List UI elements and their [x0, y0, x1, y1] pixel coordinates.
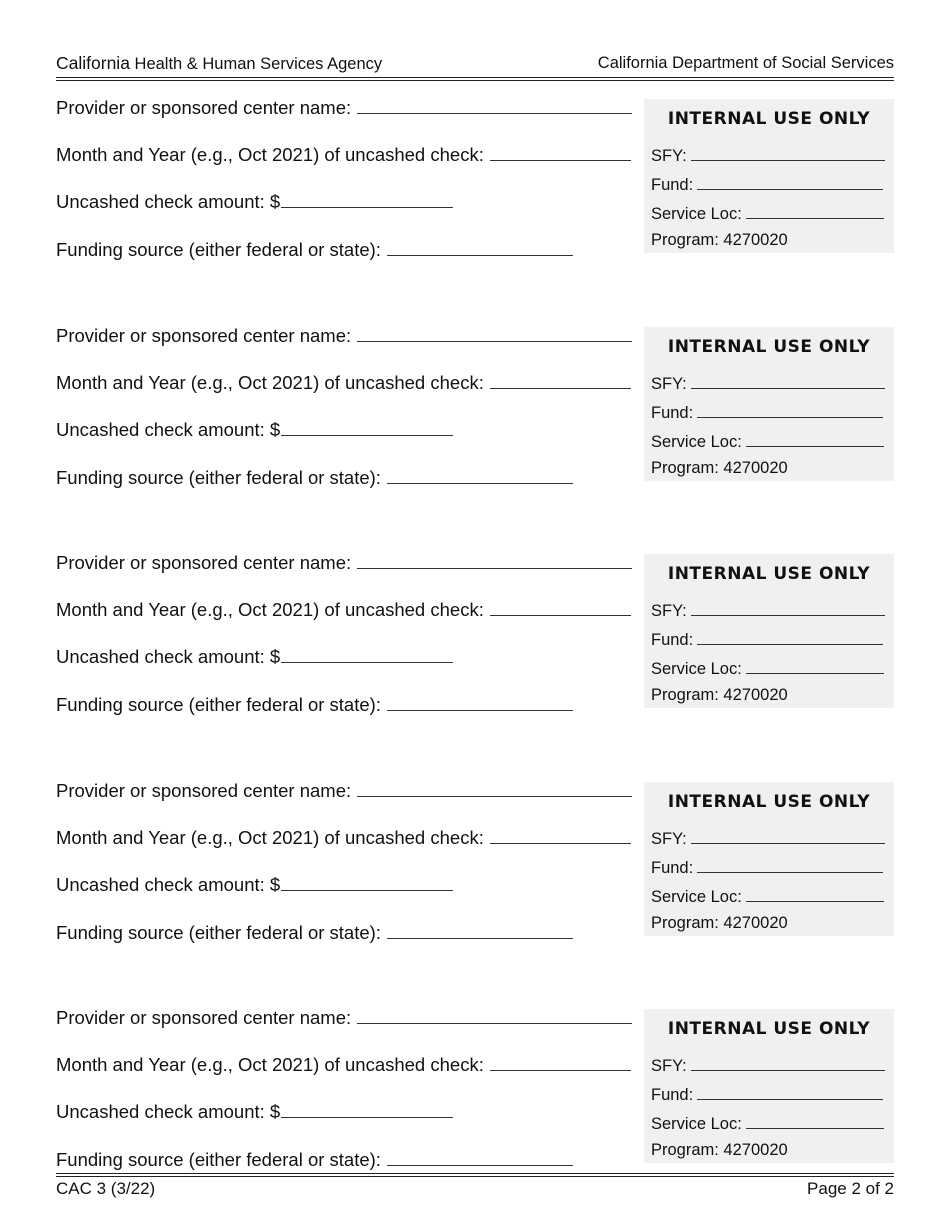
service-loc-input[interactable] [746, 203, 884, 219]
provider-name-field: Provider or sponsored center name: [56, 550, 632, 574]
internal-use-title: INTERNAL USE ONLY [667, 109, 871, 129]
sfy-field: SFY: [651, 828, 885, 849]
provider-name-field: Provider or sponsored center name: [56, 95, 632, 119]
check-amount-field: Uncashed check amount: $ [56, 417, 453, 441]
provider-name-input[interactable] [357, 778, 632, 797]
provider-name-field: Provider or sponsored center name: [56, 778, 632, 802]
fund-field: Fund: [651, 1084, 883, 1105]
service-loc-field: Service Loc: [651, 886, 884, 907]
footer-rule-top [56, 1173, 894, 1174]
sfy-field: SFY: [651, 373, 885, 394]
service-loc-field: Service Loc: [651, 203, 884, 224]
month-year-field: Month and Year (e.g., Oct 2021) of uncashed check: [56, 1052, 631, 1076]
funding-source-input[interactable] [387, 1147, 573, 1166]
funding-source-input[interactable] [387, 920, 573, 939]
sfy-input[interactable] [691, 600, 885, 616]
internal-use-box [644, 327, 894, 481]
fund-field: Fund: [651, 857, 883, 878]
page-number: Page 2 of 2 [807, 1179, 894, 1198]
header-rule-top [56, 77, 894, 78]
internal-use-title: INTERNAL USE ONLY [667, 792, 871, 812]
program-code: Program: 4270020 [651, 686, 788, 704]
sfy-input[interactable] [691, 373, 885, 389]
service-loc-field: Service Loc: [651, 431, 884, 452]
check-amount-input[interactable] [281, 644, 453, 663]
month-year-field: Month and Year (e.g., Oct 2021) of uncashed check: [56, 825, 631, 849]
funding-source-field: Funding source (either federal or state): [56, 1147, 573, 1171]
month-year-input[interactable] [490, 597, 631, 616]
provider-name-field: Provider or sponsored center name: [56, 1005, 632, 1029]
internal-use-title: INTERNAL USE ONLY [667, 1019, 871, 1039]
check-amount-input[interactable] [281, 189, 453, 208]
funding-source-field: Funding source (either federal or state): [56, 237, 573, 261]
fund-input[interactable] [697, 1084, 883, 1100]
sfy-input[interactable] [691, 145, 885, 161]
header-rule-bottom [56, 80, 894, 81]
provider-name-input[interactable] [357, 1005, 632, 1024]
check-entry-section-2 [0, 321, 950, 521]
check-amount-input[interactable] [281, 417, 453, 436]
funding-source-input[interactable] [387, 692, 573, 711]
internal-use-title: INTERNAL USE ONLY [667, 564, 871, 584]
program-code: Program: 4270020 [651, 459, 788, 477]
service-loc-field: Service Loc: [651, 1113, 884, 1134]
internal-use-title: INTERNAL USE ONLY [667, 337, 871, 357]
internal-use-box [644, 554, 894, 708]
fund-input[interactable] [697, 629, 883, 645]
sfy-field: SFY: [651, 600, 885, 621]
provider-name-field: Provider or sponsored center name: [56, 323, 632, 347]
fund-input[interactable] [697, 857, 883, 873]
month-year-input[interactable] [490, 825, 631, 844]
month-year-input[interactable] [490, 370, 631, 389]
provider-name-input[interactable] [357, 550, 632, 569]
check-amount-field: Uncashed check amount: $ [56, 872, 453, 896]
fund-field: Fund: [651, 402, 883, 423]
check-entry-section-4 [0, 776, 950, 976]
sfy-input[interactable] [691, 828, 885, 844]
service-loc-field: Service Loc: [651, 658, 884, 679]
program-code: Program: 4270020 [651, 914, 788, 932]
service-loc-input[interactable] [746, 1113, 884, 1129]
check-amount-field: Uncashed check amount: $ [56, 189, 453, 213]
check-amount-input[interactable] [281, 872, 453, 891]
internal-use-box [644, 1009, 894, 1163]
program-code: Program: 4270020 [651, 1141, 788, 1159]
service-loc-input[interactable] [746, 658, 884, 674]
footer-rule-bottom [56, 1176, 894, 1177]
agency-name: California Health & Human Services Agency [56, 53, 383, 73]
sfy-field: SFY: [651, 1055, 885, 1076]
service-loc-input[interactable] [746, 886, 884, 902]
fund-field: Fund: [651, 174, 883, 195]
fund-input[interactable] [697, 174, 883, 190]
fund-input[interactable] [697, 402, 883, 418]
check-entry-section-1 [0, 93, 950, 293]
form-id: CAC 3 (3/22) [56, 1179, 156, 1198]
month-year-input[interactable] [490, 1052, 631, 1071]
funding-source-field: Funding source (either federal or state): [56, 920, 573, 944]
check-amount-field: Uncashed check amount: $ [56, 644, 453, 668]
check-entry-section-3 [0, 548, 950, 748]
check-amount-input[interactable] [281, 1099, 453, 1118]
sfy-field: SFY: [651, 145, 885, 166]
check-amount-field: Uncashed check amount: $ [56, 1099, 453, 1123]
department-name: California Department of Social Services [597, 54, 894, 72]
funding-source-field: Funding source (either federal or state): [56, 692, 573, 716]
month-year-field: Month and Year (e.g., Oct 2021) of uncashed check: [56, 370, 631, 394]
funding-source-input[interactable] [387, 465, 573, 484]
internal-use-box [644, 782, 894, 936]
program-code: Program: 4270020 [651, 231, 788, 249]
funding-source-input[interactable] [387, 237, 573, 256]
month-year-input[interactable] [490, 142, 631, 161]
funding-source-field: Funding source (either federal or state): [56, 465, 573, 489]
provider-name-input[interactable] [357, 95, 632, 114]
provider-name-input[interactable] [357, 323, 632, 342]
month-year-field: Month and Year (e.g., Oct 2021) of uncashed check: [56, 597, 631, 621]
sfy-input[interactable] [691, 1055, 885, 1071]
month-year-field: Month and Year (e.g., Oct 2021) of uncashed check: [56, 142, 631, 166]
service-loc-input[interactable] [746, 431, 884, 447]
fund-field: Fund: [651, 629, 883, 650]
internal-use-box [644, 99, 894, 253]
page-header [56, 52, 894, 74]
